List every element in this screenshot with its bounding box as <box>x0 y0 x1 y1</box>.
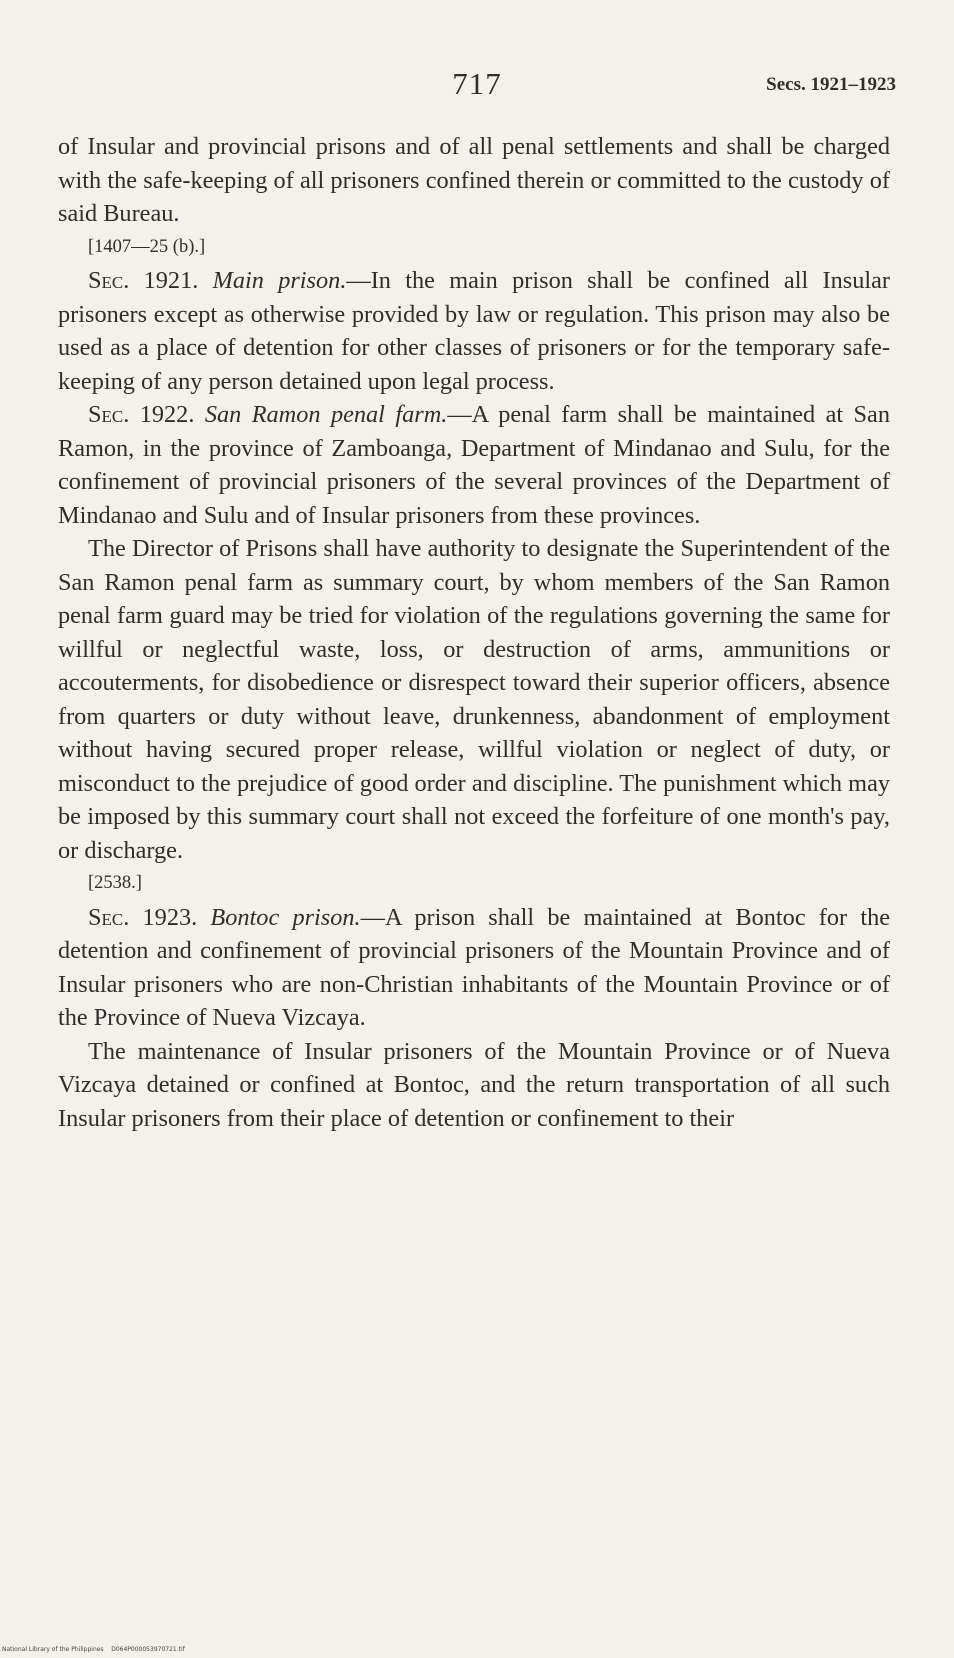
section-heading: Main prison. <box>212 267 347 294</box>
citation: [1407—25 (b).] <box>88 236 206 257</box>
section-1922 <box>58 398 890 532</box>
page-number: 717 <box>452 66 502 101</box>
section-number: 1922. <box>139 401 195 428</box>
section-label: Sec. <box>88 401 130 428</box>
section-text: —A prison shall be maintained at Bontoc for the detention and confinement of provincial prisoners of the Mountain Province and of Insular prisoners who are non-Christian inhabitants of the Mountain Province or of the Province of Nueva Vizcaya. <box>58 903 891 1031</box>
paragraph-1923-maintenance: The maintenance of Insular prisoners of the Mountain Province or of Nueva Vizcaya detained or confined at Bontoc, and the return transportation of all such Insular prisoners from their place of detention or confinement to their <box>58 1037 890 1132</box>
citation: [2538.] <box>88 873 142 893</box>
page-body <box>58 130 890 1135</box>
section-number: 1921. <box>143 267 199 294</box>
section-text: —A penal farm shall be maintained at San Ramon, in the province of Zamboanga, Department of Mindanao and Sulu, for the confinement of provincial prisoners of the several provinces of the Department of Mindanao and Sulu and of Insular prisoners from these provinces. <box>58 401 890 529</box>
scan-footer <box>2 1646 185 1653</box>
section-1923 <box>58 901 890 1035</box>
section-heading: San Ramon penal farm. <box>204 401 448 428</box>
paragraph-1922-court: The Director of Prisons shall have authority to designate the Superintendent of the San Ramon penal farm as summary court, by whom members of the San Ramon penal farm guard may be tried for violation of the regulations governing the same for willful or neglectful waste, loss, or destruction of arms, ammunitions or accouterments, for disobedience or disrespect toward their superior officers, absence from quarters or duty without leave, drunkenness, abandonment of employment without having secured proper release, willful violation or neglect of duty, or misconduct to the prejudice of good order and discipline. The punishment which may be imposed by this summary court shall not exceed the forfeiture of one month's pay, or discharge. <box>58 535 890 864</box>
section-heading: Bontoc prison. <box>210 903 361 931</box>
section-number: 1923. <box>142 903 198 931</box>
page-header <box>58 66 896 106</box>
footer-source: National Library of the Philippines <box>2 1646 104 1653</box>
paragraph-continuation: of Insular and provincial prisons and of all penal settlements and shall be charged with the safe-keeping of all prisoners confined therein or committed to the custody of said Bureau. <box>58 133 890 227</box>
section-label: Sec. <box>88 903 130 931</box>
section-1921 <box>58 264 890 398</box>
section-label: Sec. <box>88 267 130 294</box>
footer-file-id: D064P000053970721.tif <box>111 1646 185 1653</box>
section-text: —In the main prison shall be confined all Insular prisoners except as otherwise provided by law or regulation. This prison may also be used as a place of detention for other classes of prisoners or for the temporary safe-keeping of any person detained upon legal process. <box>58 267 890 395</box>
section-range: Secs. 1921–1923 <box>766 74 896 95</box>
